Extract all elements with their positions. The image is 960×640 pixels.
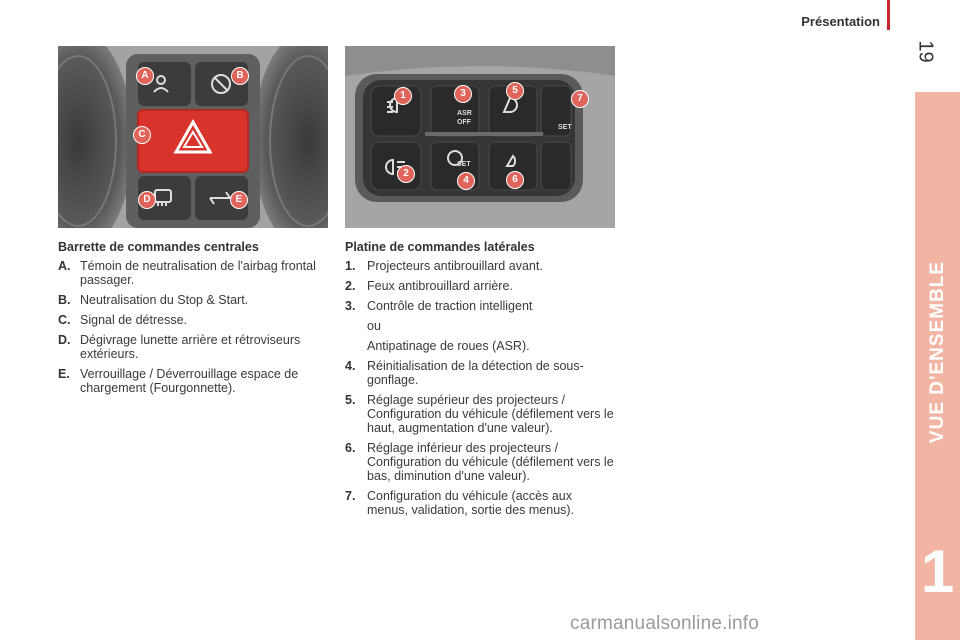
central-controls-photo bbox=[58, 46, 328, 228]
legend-or: ou bbox=[367, 319, 381, 333]
legend-text: Configuration du véhicule (accès aux menus, validation, sortie des menus). bbox=[367, 489, 575, 517]
lateral-heading: Platine de commandes latérales bbox=[345, 240, 535, 254]
legend-item-b bbox=[58, 293, 328, 307]
legend-text: Dégivrage lunette arrière et rétroviseurs extérieurs. bbox=[80, 333, 301, 361]
legend-text: Réinitialisation de la détection de sous-gonflage. bbox=[367, 359, 584, 387]
off-label: OFF bbox=[457, 119, 471, 126]
legend-key: 7. bbox=[345, 489, 356, 503]
marker-e: E bbox=[230, 191, 248, 209]
marker-6: 6 bbox=[506, 171, 524, 189]
marker-2: 2 bbox=[397, 165, 415, 183]
marker-c: C bbox=[133, 126, 151, 144]
header-rule bbox=[887, 0, 890, 30]
legend-key: E. bbox=[58, 367, 70, 381]
legend-key: D. bbox=[58, 333, 71, 347]
central-heading: Barrette de commandes centrales bbox=[58, 240, 259, 254]
marker-7: 7 bbox=[571, 90, 589, 108]
legend-item-e bbox=[58, 367, 328, 395]
marker-4: 4 bbox=[457, 172, 475, 190]
section-title: Présentation bbox=[801, 14, 880, 29]
legend-text: Feux antibrouillard arrière. bbox=[367, 279, 513, 293]
legend-text: Réglage supérieur des projecteurs / Configuration du véhicule (défilement vers le haut, augmentation d'une valeur). bbox=[367, 393, 614, 435]
legend-item-1 bbox=[345, 259, 615, 273]
legend-key: 5. bbox=[345, 393, 356, 407]
central-legend bbox=[58, 240, 328, 401]
marker-5: 5 bbox=[506, 82, 524, 100]
legend-text: Neutralisation du Stop & Start. bbox=[80, 293, 249, 307]
legend-item-c bbox=[58, 313, 328, 327]
legend-key: 4. bbox=[345, 359, 356, 373]
legend-key: 1. bbox=[345, 259, 356, 273]
legend-item-a bbox=[58, 259, 328, 287]
marker-1: 1 bbox=[394, 87, 412, 105]
legend-key: B. bbox=[58, 293, 71, 307]
legend-item-3 bbox=[345, 299, 615, 313]
set-label-tpms: SET bbox=[457, 161, 471, 168]
legend-item-7 bbox=[345, 489, 615, 517]
lateral-controls-photo bbox=[345, 46, 615, 228]
chapter-label: VUE D'ENSEMBLE bbox=[926, 260, 948, 444]
legend-key: 6. bbox=[345, 441, 356, 455]
legend-key: 3. bbox=[345, 299, 356, 313]
marker-d: D bbox=[138, 191, 156, 209]
legend-key: 2. bbox=[345, 279, 356, 293]
legend-item-d bbox=[58, 333, 328, 361]
lateral-legend bbox=[345, 240, 615, 523]
legend-key: C. bbox=[58, 313, 71, 327]
marker-b: B bbox=[231, 67, 249, 85]
legend-text: Réglage inférieur des projecteurs / Configuration du véhicule (défilement vers le bas, diminution d'une valeur). bbox=[367, 441, 614, 483]
legend-item-2 bbox=[345, 279, 615, 293]
legend-item-5 bbox=[345, 393, 615, 435]
chapter-tab bbox=[915, 92, 960, 640]
legend-item-4 bbox=[345, 359, 615, 387]
chapter-number: 1 bbox=[920, 538, 955, 605]
marker-a: A bbox=[136, 67, 154, 85]
asr-label: ASR bbox=[457, 110, 472, 117]
legend-text: Projecteurs antibrouillard avant. bbox=[367, 259, 543, 273]
legend-text: Témoin de neutralisation de l'airbag frontal passager. bbox=[80, 259, 316, 287]
page-number: 19 bbox=[914, 40, 937, 63]
legend-text: Signal de détresse. bbox=[80, 313, 188, 327]
legend-key: A. bbox=[58, 259, 71, 273]
watermark: carmanualsonline.info bbox=[570, 613, 760, 634]
legend-text: Verrouillage / Déverrouillage espace de chargement (Fourgonnette). bbox=[80, 367, 299, 395]
marker-3: 3 bbox=[454, 85, 472, 103]
legend-item-6 bbox=[345, 441, 615, 483]
set-label-config: SET bbox=[558, 124, 572, 131]
legend-text: Contrôle de traction intelligent bbox=[367, 299, 533, 313]
legend-item-3b: Antipatinage de roues (ASR). bbox=[367, 339, 530, 353]
